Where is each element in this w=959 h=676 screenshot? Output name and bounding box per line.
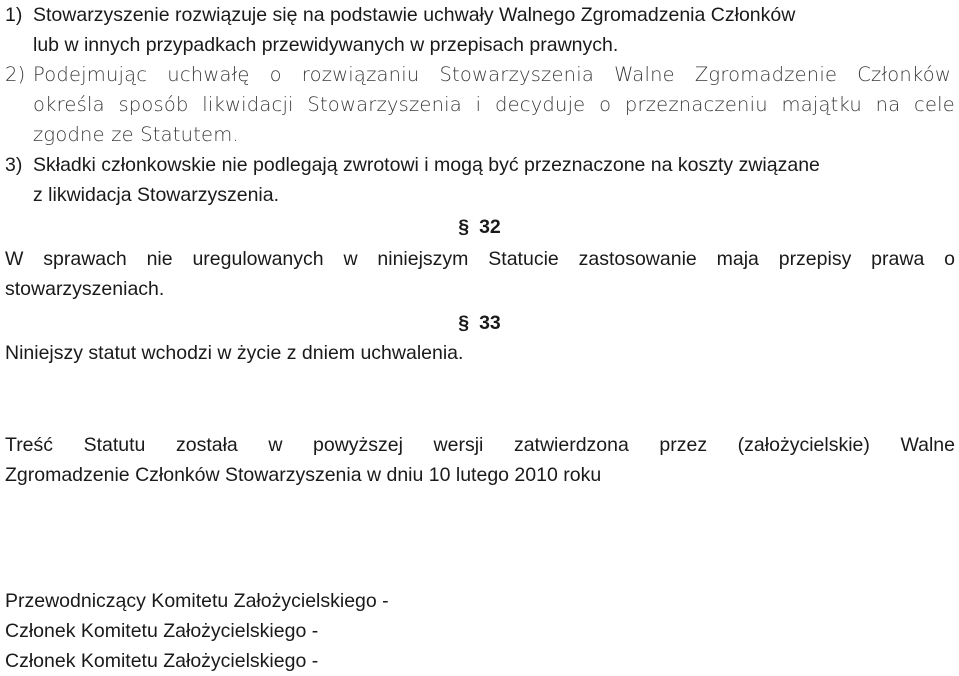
point-1-text-1: Stowarzyszenie rozwiązuje się na podstawie uchwały Walnego Zgromadzenia Członków bbox=[33, 4, 796, 26]
point-1-line-1 bbox=[5, 0, 955, 30]
approval-line-1: Treść Statutu została w powyższej wersji zatwierdzona przez (założycielskie) Walne bbox=[5, 434, 955, 456]
point-3-number: 3) bbox=[5, 154, 23, 176]
section-33-number: 33 bbox=[479, 312, 501, 334]
point-2-line-2: określa sposób likwidacji Stowarzyszenia i decyduje o przeznaczeniu majątku na cele bbox=[33, 93, 955, 116]
signature-chair: Przewodniczący Komitetu Założycielskiego - bbox=[5, 590, 389, 612]
point-3-text-1: Składki członkowskie nie podlegają zwrotowi i mogą być przeznaczone na koszty związane bbox=[33, 154, 820, 176]
approval-line-2: Zgromadzenie Członków Stowarzyszenia w dniu 10 lutego 2010 roku bbox=[5, 464, 602, 486]
point-3-line-1 bbox=[5, 150, 955, 180]
section-32-heading bbox=[0, 212, 959, 242]
section-33-heading bbox=[0, 308, 959, 338]
signature-member-1: Członek Komitetu Założycielskiego - bbox=[5, 620, 319, 642]
section-32-line-1: W sprawach nie uregulowanych w niniejszym Statucie zastosowanie maja przepisy prawa o bbox=[5, 248, 955, 270]
section-sign-icon: § bbox=[458, 216, 470, 238]
section-sign-icon: § bbox=[458, 312, 470, 334]
point-1-line-2: lub w innych przypadkach przewidywanych w przepisach prawnych. bbox=[33, 34, 619, 56]
point-2-text-1: Podejmując uchwałę o rozwiązaniu Stowarzyszenia Walne Zgromadzenie Członków bbox=[33, 63, 951, 86]
point-3-line-2: z likwidacja Stowarzyszenia. bbox=[33, 184, 280, 206]
signature-member-2: Członek Komitetu Założycielskiego - bbox=[5, 650, 319, 672]
point-2-line-3: zgodne ze Statutem. bbox=[33, 123, 239, 146]
section-33-line-1: Niniejszy statut wchodzi w życie z dniem uchwalenia. bbox=[5, 342, 464, 364]
section-32-number: 32 bbox=[479, 216, 501, 238]
point-1-number: 1) bbox=[5, 4, 23, 26]
point-2-number: 2) bbox=[5, 63, 26, 86]
point-2-line-1 bbox=[5, 60, 955, 90]
section-32-line-2: stowarzyszeniach. bbox=[5, 278, 165, 300]
